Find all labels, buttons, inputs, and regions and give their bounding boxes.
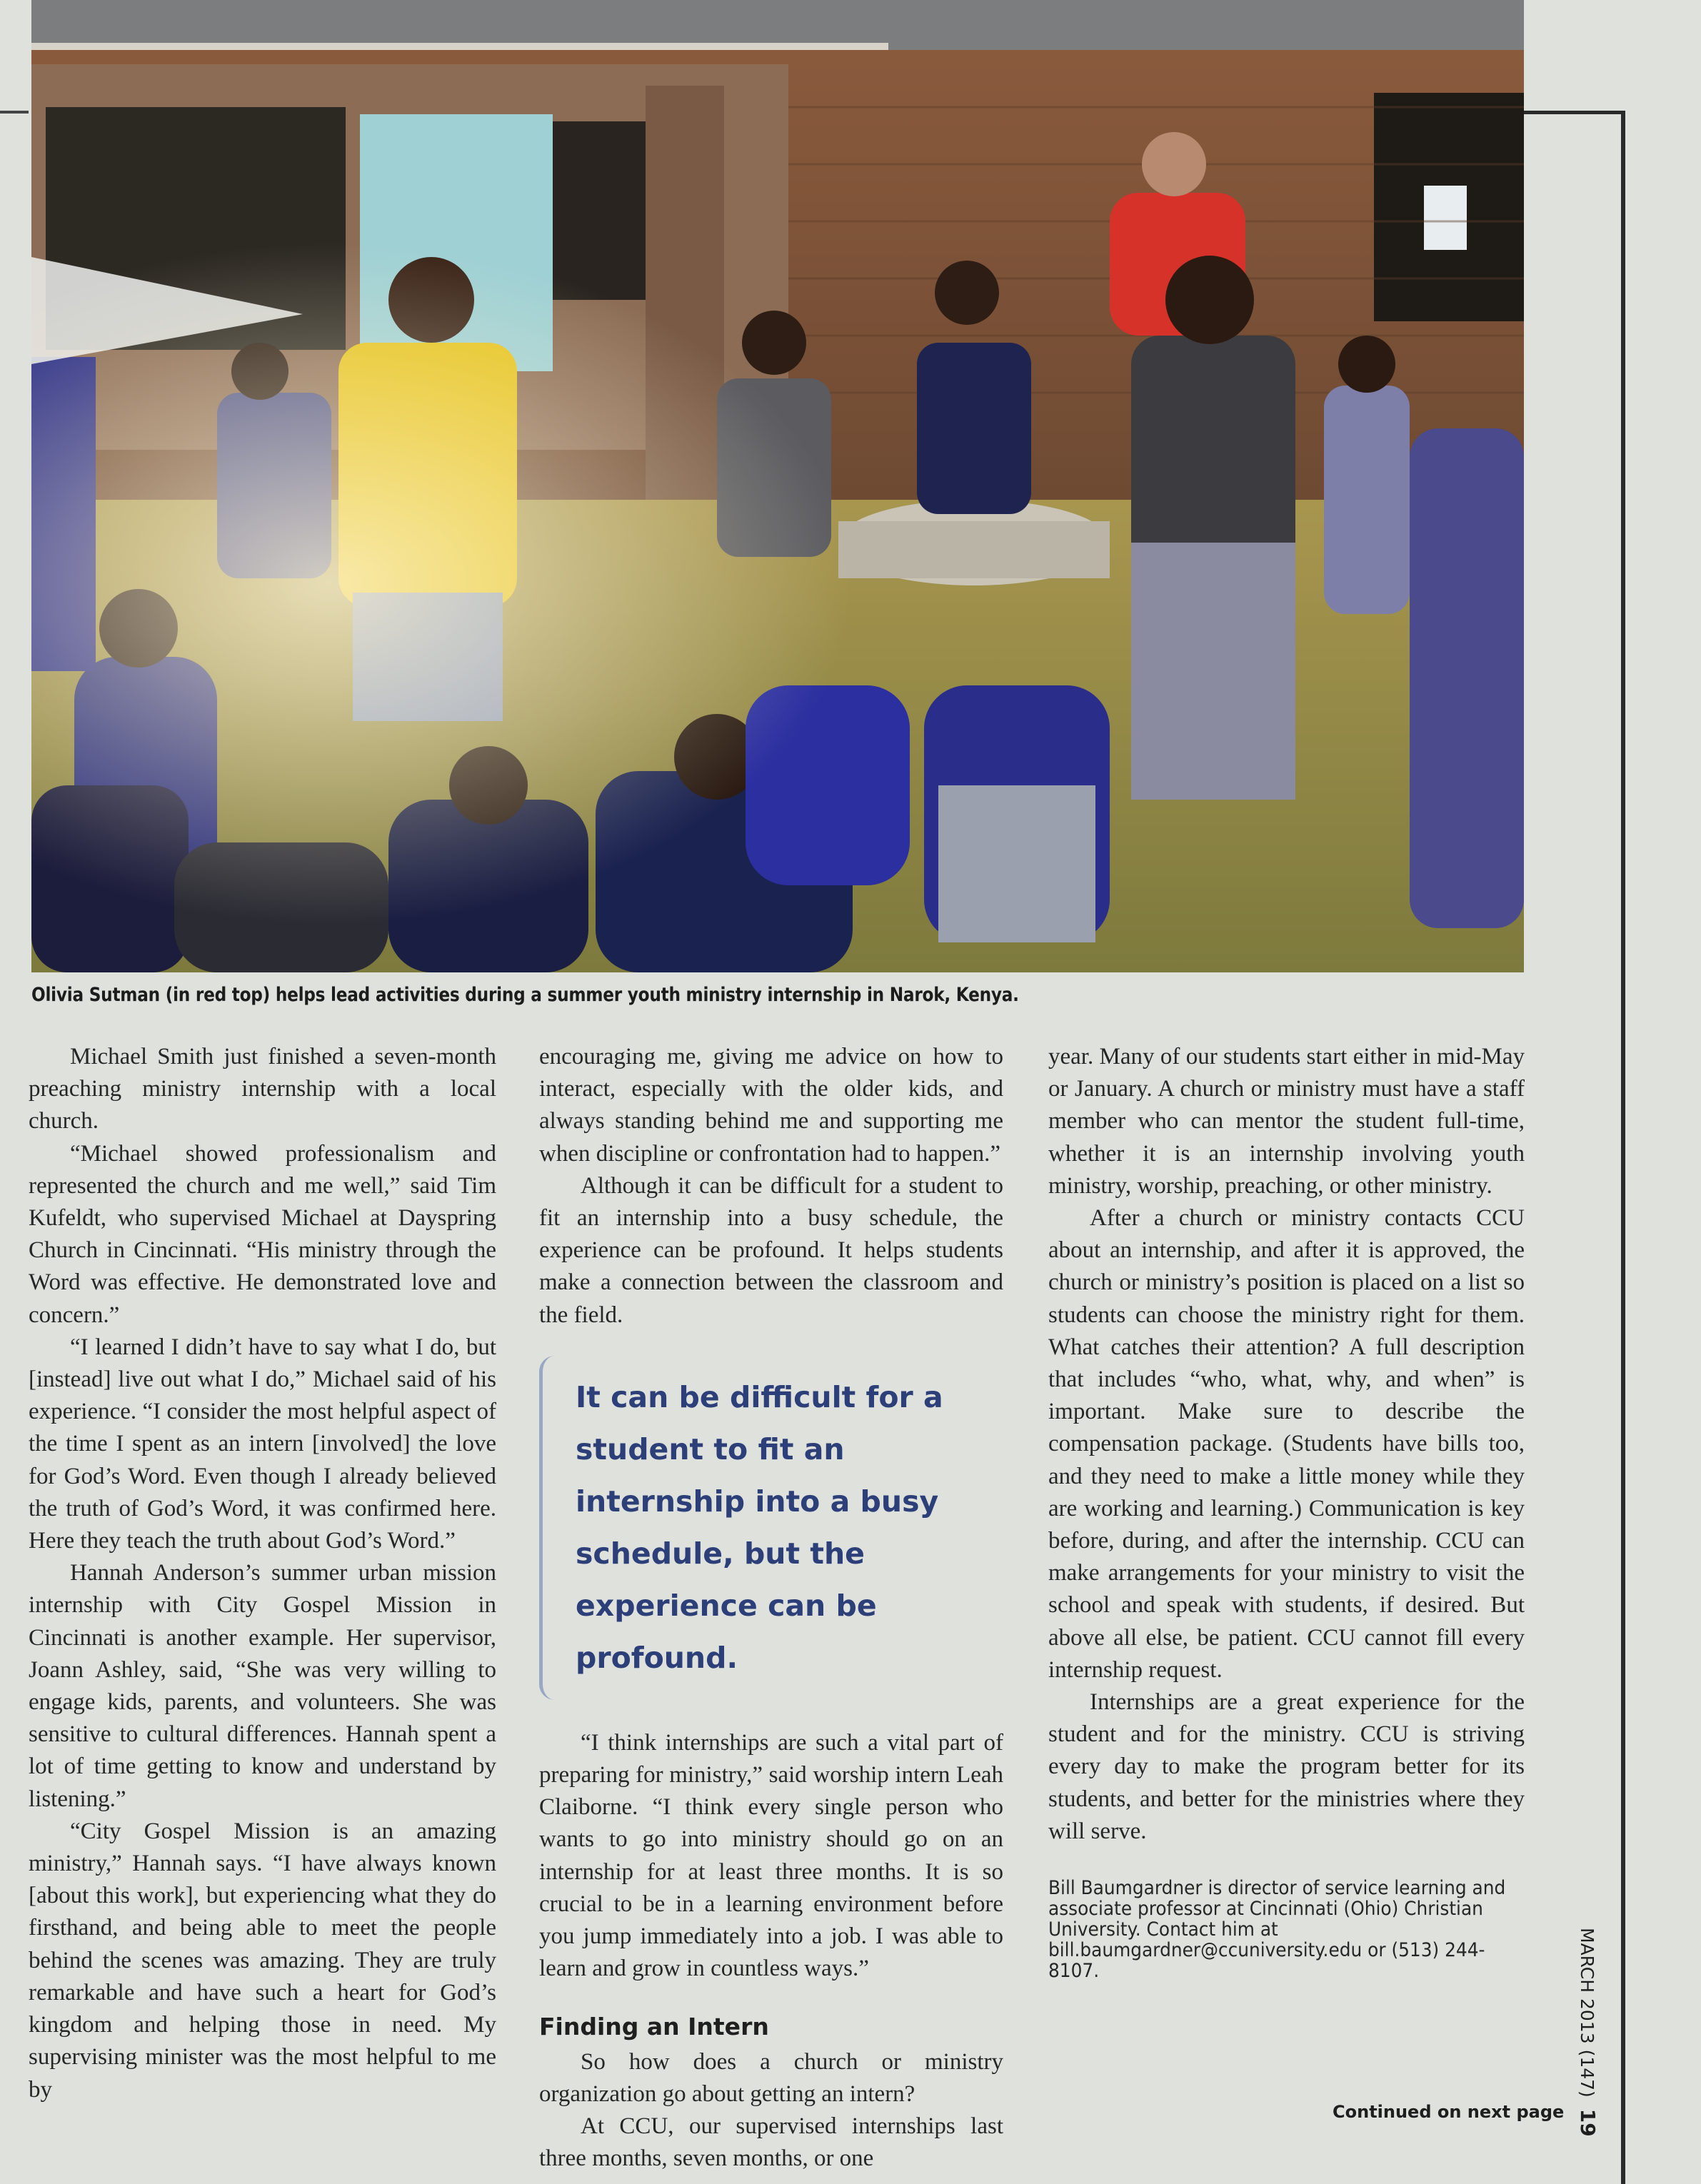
body-paragraph: encouraging me, giving me advice on how to interact, especially with the older kids, and always standing behind me and supporting me when discipline or confrontation had to happen.” (539, 1044, 1003, 1167)
photo-kenya-children-circle-icon (31, 0, 1524, 972)
body-paragraph: Hannah Anderson’s summer urban mission internship with City Gospel Mission in Cincinnati is another example. Her supervisor, Joann Ashley, said, “She was very willing to engage kids, parents, and volunteers. She was sensitive to cultural differences. Hannah spent a lot of time getting to know and understand by listening.” (29, 1560, 496, 1812)
body-paragraph: Internships are a great experience for the student and for the ministry. CCU is striving every day to make the program better for its students, and better for the ministries where they will serve. (1048, 1689, 1525, 1844)
body-paragraph: year. Many of our students start either in mid-May or January. A church or ministry must have a staff member who can mentor the student full-time, whether it is an internship involving youth ministry, worship, preaching, or other ministry. (1048, 1044, 1525, 1199)
body-paragraph: “Michael showed professionalism and represented the church and me well,” said Tim Kufeldt, who supervised Michael at Dayspring Church in Cincinnati. “His ministry through the Word was effective. He demonstrated love and concern.” (29, 1140, 496, 1328)
column-3 (1048, 1041, 1525, 1981)
photo-caption: Olivia Sutman (in red top) helps lead activities during a summer youth ministry internship in Narok, Kenya. (31, 984, 1019, 1006)
body-paragraph: After a church or ministry contacts CCU about an internship, and after it is approved, the church or ministry’s position is placed on a list so students can choose the ministry right for them. What catches their attention? A full description that includes “who, what, why, and when” is important. Make sure to describe the compensation package. (Students have bills too, and they need to make a little money while they are working and learning.) Communication is key before, during, and after the internship. CCU can make arrangements for your ministry to visit the school and speak with students, if desired. But above all else, be patient. CCU cannot fill every internship request. (1048, 1205, 1525, 1683)
folio (1576, 1928, 1600, 2137)
body-paragraph: Michael Smith just finished a seven-month preaching ministry internship with a local church. (29, 1044, 496, 1134)
author-bio: Bill Baumgardner is director of service learning and associate professor at Cincinnati (Ohio) Christian University. Contact him at bill.baumgardner@ccuniversity.edu or (513) 244-8107. (1048, 1877, 1506, 1983)
body-paragraph: At CCU, our supervised internships last three months, seven months, or one (539, 2113, 1003, 2172)
body-paragraph: So how does a church or ministry organization go about getting an intern? (539, 2048, 1003, 2107)
body-paragraph: “I learned I didn’t have to say what I do, but [instead] live out what I do,” Michael said of his experience. “I consider the most helpful aspect of the time I spent as an intern [involved] the love for God’s Word. Even though I already believed the truth of God’s Word, it was confirmed here. Here they teach the truth about God’s Word.” (29, 1334, 496, 1554)
column-2 (539, 1041, 1003, 2175)
folio-page-number: 19 (1576, 2108, 1600, 2137)
body-paragraph: “I think internships are such a vital part of preparing for ministry,” said worship intern Leah Claiborne. “I think every single person who wants to go into ministry should go on an internship for at least three months. It is so crucial to be in a learning environment before you jump immediately into a job. I was able to learn and grow in countless ways.” (539, 1729, 1003, 1982)
frame-rule-right (1621, 111, 1625, 2184)
continued-note: Continued on next page (1333, 2102, 1565, 2122)
feature-photo (31, 0, 1524, 972)
frame-rule-top (1524, 111, 1625, 114)
body-paragraph: “City Gospel Mission is an amazing ministry,” Hannah says. “I have always known [about this work], but experiencing what they do firsthand, and being able to meet the people behind the scenes was amazing. They are truly remarkable and have such a heart for God’s kingdom and helping those in need. My supervising minister was the most helpful to me by (29, 1818, 496, 2103)
margin-rule (0, 111, 29, 114)
body-paragraph: Although it can be difficult for a student to fit an internship into a busy schedule, the experience can be profound. It helps students make a connection between the classroom and the field. (539, 1172, 1003, 1328)
section-subhead: Finding an Intern (539, 2013, 769, 2041)
column-1 (29, 1041, 496, 2106)
pull-quote: It can be difficult for a student to fit an internship into a busy schedule, but the experience can be profound. (539, 1356, 1003, 1700)
folio-issue: MARCH 2013 (147) (1577, 1928, 1597, 2098)
